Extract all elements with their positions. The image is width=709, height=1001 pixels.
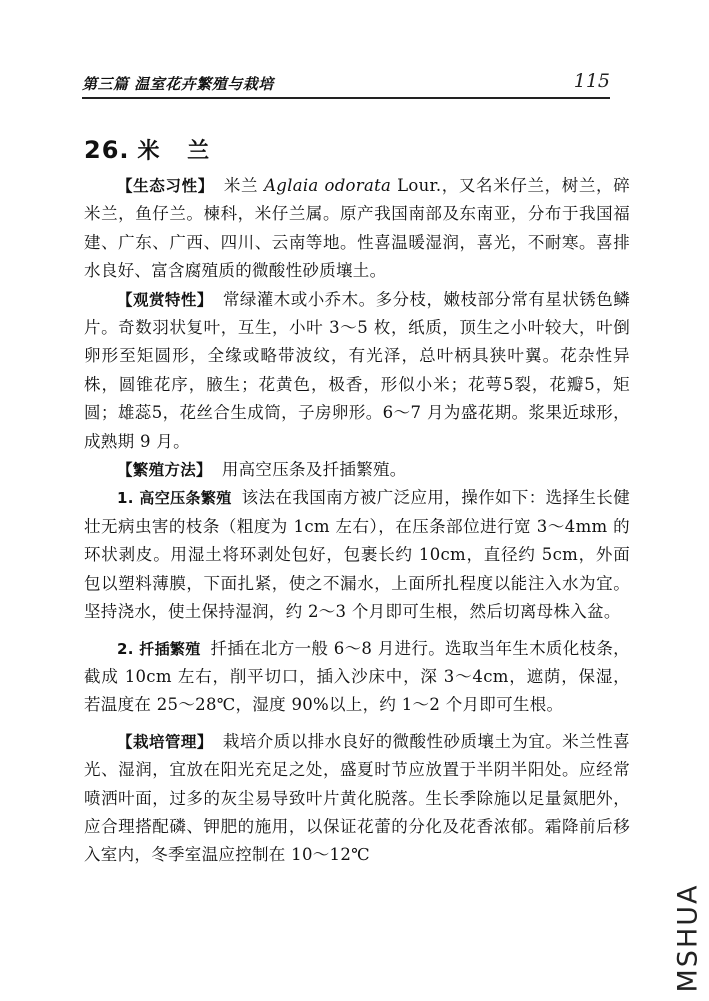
label-propagation: 【繁殖方法】 [117, 461, 212, 480]
body-text [84, 172, 630, 870]
method-2-label: 2. 扦插繁殖 [117, 639, 201, 658]
paragraph-ornamental [84, 286, 630, 456]
section-title [84, 134, 219, 165]
section-number: 26. [84, 136, 130, 164]
method-2-text: 扦插在北方一般 6～8 月进行。选取当年生木质化枝条，截成 10cm 左右，削平切口，插入沙床中，深 3～4cm，遮荫，保湿，若温度在 25～28℃，湿度 90%以上，约 1～2 个月即可生根。 [84, 638, 630, 715]
chapter-title: 第三篇 温室花卉繁殖与栽培 [82, 75, 274, 93]
method-1-text: 该法在我国南方被广泛应用，操作如下：选择生长健壮无病虫害的枝条（粗度为 1cm 左右），在压条部位进行宽 3～4mm 的环状剥皮。用湿土将环剥处包好，包裹长约 10cm，直径约 5cm，外面包以塑料薄膜，下面扎紧，使之不漏水，上面所扎程度以能注入水为宜。坚持浇水，使土保持湿润，约 2～3 个月即可生根，然后切离母株入盆。 [84, 488, 630, 622]
ecology-text-b: Lour.，又名米仔兰，树兰，碎米兰，鱼仔兰。楝科，米仔兰属。原产我国南部及东南亚，分布于我国福建、广东、广西、四川、云南等地。性喜温暖湿润，喜光，不耐寒。喜排水良好、富含腐殖质的微酸性砂质壤土。 [84, 176, 630, 281]
ecology-text-a: 米兰 [223, 176, 259, 195]
latin-name: Aglaia odorata [264, 176, 392, 195]
label-cultivation: 【栽培管理】 [117, 732, 213, 751]
ornamental-text: 常绿灌木或小乔木。多分枝，嫩枝部分常有星状锈色鳞片。奇数羽状复叶，互生，小叶 3～5 枚，纸质，顶生之小叶较大，叶倒卵形至矩圆形，全缘或略带波纹，有光泽，总叶柄具狭叶翼。花杂性异株，圆锥花序，腋生；花黄色，极香，形似小米；花萼5裂，花瓣5，矩圆；雄蕊5，花丝合生成筒，子房卵形。6～7 月为盛花期。浆果近球形，成熟期 9 月。 [84, 289, 630, 451]
header-rule [82, 97, 610, 99]
watermark-text: MSHUA [672, 883, 704, 992]
page-number: 115 [573, 70, 610, 92]
method-1-label: 1. 高空压条繁殖 [117, 489, 232, 508]
cultivation-text: 栽培介质以排水良好的微酸性砂质壤土为宜。米兰性喜光、湿润，宜放在阳光充足之处，盛夏时节应放置于半阴半阳处。应经常喷洒叶面，过多的灰尘易导致叶片黄化脱落。生长季除施以足量氮肥外，应合理搭配磷、钾肥的施用，以保证花蕾的分化及花香浓郁。霜降前后移入室内，冬季室温应控制在 10～12℃ [84, 731, 630, 865]
label-ornamental: 【观赏特性】 [117, 290, 213, 309]
propagation-text: 用高空压条及扦插繁殖。 [221, 460, 407, 480]
label-ecology: 【生态习性】 [117, 177, 214, 195]
paragraph-method-1 [84, 484, 630, 626]
section-title-text: 米 兰 [137, 138, 220, 164]
paragraph-cultivation [84, 728, 630, 870]
running-header [82, 70, 610, 94]
paragraph-ecology [84, 172, 630, 286]
paragraph-propagation [84, 456, 630, 484]
paragraph-method-2 [84, 635, 630, 720]
watermark [668, 880, 708, 995]
